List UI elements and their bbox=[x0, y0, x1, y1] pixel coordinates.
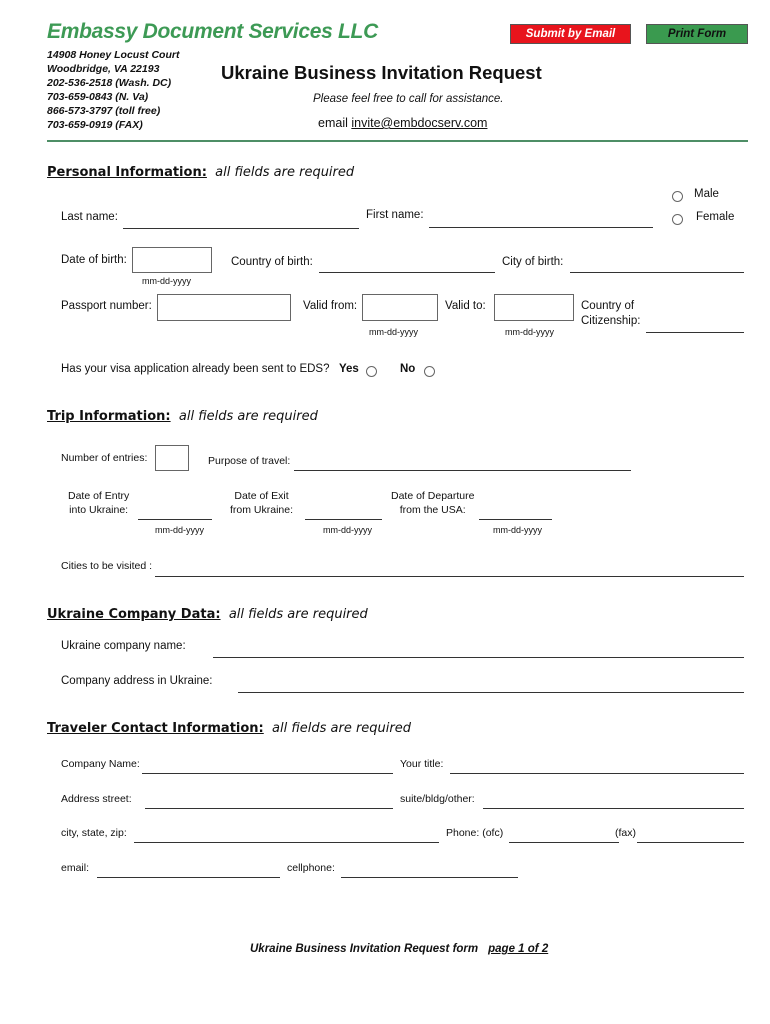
phone-fax: 703-659-0919 (FAX) bbox=[47, 119, 143, 131]
company-name: Embassy Document Services LLC bbox=[47, 20, 378, 43]
date-of-exit-field[interactable] bbox=[305, 519, 382, 520]
section-personal-information bbox=[47, 165, 354, 180]
cellphone-label: cellphone: bbox=[287, 862, 335, 874]
cellphone-field[interactable] bbox=[341, 877, 518, 878]
phone-dc: 202-536-2518 (Wash. DC) bbox=[47, 77, 172, 89]
visa-sent-question: Has your visa application already been sent to EDS? bbox=[61, 363, 330, 375]
phone-toll-free: 866-573-3797 (toll free) bbox=[47, 105, 161, 117]
address-city: Woodbridge, VA 22193 bbox=[47, 63, 160, 75]
valid-to-label: Valid to: bbox=[445, 300, 486, 312]
gender-female-radio[interactable] bbox=[672, 214, 683, 225]
first-name-field[interactable] bbox=[429, 227, 653, 228]
section-traveler-contact-information bbox=[47, 721, 411, 736]
email-prefix: email bbox=[318, 116, 352, 130]
address-street: 14908 Honey Locust Court bbox=[47, 49, 180, 61]
your-title-label: Your title: bbox=[400, 758, 444, 770]
gender-female-label: Female bbox=[696, 211, 735, 223]
section-heading: Personal Information: bbox=[47, 165, 207, 180]
phone-office-label: Phone: (ofc) bbox=[446, 827, 504, 839]
date-of-entry-label bbox=[68, 489, 129, 517]
visa-sent-yes-label: Yes bbox=[339, 363, 359, 375]
address-street-label: Address street: bbox=[61, 793, 132, 805]
section-heading: Trip Information: bbox=[47, 409, 171, 424]
fax-label: (fax) bbox=[615, 827, 636, 839]
email-link[interactable]: invite@embdocserv.com bbox=[351, 116, 488, 130]
passport-number-label: Passport number: bbox=[61, 300, 152, 312]
section-heading: Ukraine Company Data: bbox=[47, 607, 221, 622]
dob-label: Date of birth: bbox=[61, 254, 127, 266]
suite-bldg-label: suite/bldg/other: bbox=[400, 793, 475, 805]
section-required-note: all fields are required bbox=[228, 607, 368, 622]
visa-sent-no-radio[interactable] bbox=[424, 366, 435, 377]
date-of-entry-line1: Date of Entry bbox=[68, 490, 130, 502]
passport-number-field[interactable] bbox=[157, 294, 291, 321]
section-required-note: all fields are required bbox=[272, 721, 411, 736]
city-of-birth-field[interactable] bbox=[570, 272, 744, 273]
city-state-zip-label: city, state, zip: bbox=[61, 827, 127, 839]
footer-page-number: page 1 of 2 bbox=[488, 943, 549, 955]
valid-from-label: Valid from: bbox=[303, 300, 358, 312]
company-address-label: Company address in Ukraine: bbox=[61, 675, 213, 687]
valid-to-format-hint: mm-dd-yyyy bbox=[505, 327, 554, 337]
your-title-field[interactable] bbox=[450, 773, 744, 774]
submit-by-email-button[interactable]: Submit by Email bbox=[510, 24, 631, 44]
gender-male-radio[interactable] bbox=[672, 191, 683, 202]
date-of-departure-label bbox=[391, 489, 474, 517]
suite-bldg-field[interactable] bbox=[483, 808, 744, 809]
company-address-field[interactable] bbox=[238, 692, 744, 693]
city-state-zip-field[interactable] bbox=[134, 842, 439, 843]
gender-male-label: Male bbox=[694, 188, 719, 200]
section-heading: Traveler Contact Information: bbox=[47, 721, 264, 736]
valid-from-field[interactable] bbox=[362, 294, 438, 321]
date-of-exit-line1: Date of Exit bbox=[234, 490, 289, 502]
number-of-entries-label: Number of entries: bbox=[61, 452, 148, 464]
country-of-birth-field[interactable] bbox=[319, 272, 495, 273]
form-title: Ukraine Business Invitation Request bbox=[221, 62, 542, 83]
traveler-email-label: email: bbox=[61, 862, 90, 874]
phone-va: 703-659-0843 (N. Va) bbox=[47, 91, 149, 103]
citizenship-field[interactable] bbox=[646, 332, 744, 333]
ukraine-company-name-field[interactable] bbox=[213, 657, 744, 658]
section-ukraine-company-data bbox=[47, 607, 368, 622]
date-of-departure-format-hint: mm-dd-yyyy bbox=[493, 525, 542, 535]
date-of-entry-line2: into Ukraine: bbox=[69, 504, 129, 516]
cities-to-be-visited-label: Cities to be visited : bbox=[61, 560, 153, 572]
first-name-label: First name: bbox=[366, 209, 424, 221]
cities-to-be-visited-field[interactable] bbox=[155, 576, 744, 577]
contact-email bbox=[318, 116, 487, 130]
section-required-note: all fields are required bbox=[178, 409, 318, 424]
phone-office-field[interactable] bbox=[509, 842, 619, 843]
valid-to-field[interactable] bbox=[494, 294, 574, 321]
dob-field[interactable] bbox=[132, 247, 212, 273]
country-of-birth-label: Country of birth: bbox=[231, 256, 313, 268]
ukraine-company-name-label: Ukraine company name: bbox=[61, 640, 186, 652]
last-name-label: Last name: bbox=[61, 211, 118, 223]
footer-form-name: Ukraine Business Invitation Request form bbox=[250, 943, 479, 955]
number-of-entries-field[interactable] bbox=[155, 445, 189, 471]
date-of-exit-label bbox=[230, 489, 293, 517]
header-divider bbox=[47, 140, 748, 142]
traveler-email-field[interactable] bbox=[97, 877, 280, 878]
page-footer bbox=[250, 943, 548, 955]
citizenship-label-line2: Citizenship: bbox=[581, 315, 641, 327]
valid-from-format-hint: mm-dd-yyyy bbox=[369, 327, 418, 337]
date-of-departure-line2: from the USA: bbox=[399, 504, 466, 516]
date-of-departure-line1: Date of Departure bbox=[391, 490, 475, 502]
date-of-departure-field[interactable] bbox=[479, 519, 552, 520]
address-street-field[interactable] bbox=[145, 808, 393, 809]
purpose-of-travel-label: Purpose of travel: bbox=[208, 455, 291, 467]
visa-sent-yes-radio[interactable] bbox=[366, 366, 377, 377]
visa-sent-no-label: No bbox=[400, 363, 416, 375]
fax-field[interactable] bbox=[637, 842, 744, 843]
section-required-note: all fields are required bbox=[215, 165, 355, 180]
contact-company-name-field[interactable] bbox=[142, 773, 393, 774]
date-of-entry-format-hint: mm-dd-yyyy bbox=[155, 525, 204, 535]
city-of-birth-label: City of birth: bbox=[502, 256, 564, 268]
date-of-exit-line2: from Ukraine: bbox=[230, 504, 294, 516]
date-of-entry-field[interactable] bbox=[138, 519, 212, 520]
citizenship-label-line1: Country of bbox=[581, 300, 635, 312]
section-trip-information bbox=[47, 409, 318, 424]
dob-format-hint: mm-dd-yyyy bbox=[142, 276, 191, 286]
purpose-of-travel-field[interactable] bbox=[294, 470, 631, 471]
print-form-button[interactable]: Print Form bbox=[646, 24, 748, 44]
assistance-note: Please feel free to call for assistance. bbox=[313, 93, 504, 105]
last-name-field[interactable] bbox=[123, 228, 359, 229]
contact-company-name-label: Company Name: bbox=[61, 758, 140, 770]
date-of-exit-format-hint: mm-dd-yyyy bbox=[323, 525, 372, 535]
